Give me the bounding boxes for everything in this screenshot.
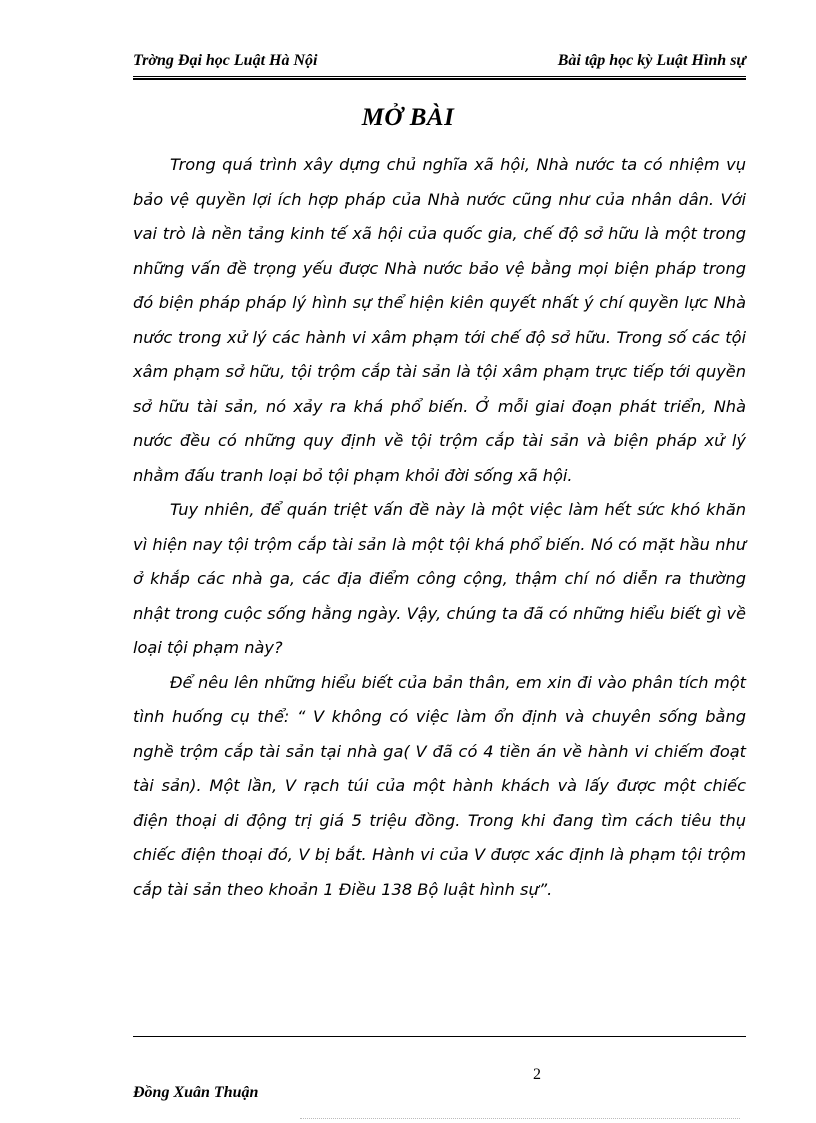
page-bottom-edge [300, 1118, 740, 1119]
header-document-title: Bài tập học kỳ Luật Hình sự [557, 52, 746, 69]
page-number: 2 [533, 1066, 541, 1083]
author-name: Đồng Xuân Thuận [133, 1084, 259, 1101]
body-text [133, 148, 746, 907]
section-title: MỞ BÀI [361, 104, 455, 131]
header-divider [133, 76, 746, 80]
page-header [133, 52, 746, 78]
paragraph: Tuy nhiên, để quán triệt vấn đề này là một việc làm hết sức khó khăn vì hiện nay tội trộm cắp tài sản là một tội khá phổ biến. Nó có mặt hầu như ở khắp các nhà ga, các địa điểm công cộng, thậm chí nó diễn ra thường nhật trong cuộc sống hằng ngày. Vậy, chúng ta đã có những hiểu biết gì về loại tội phạm này? [133, 500, 746, 657]
paragraph: Trong quá trình xây dựng chủ nghĩa xã hội, Nhà nước ta có nhiệm vụ bảo vệ quyền lợi ích hợp pháp của Nhà nước cũng như của nhân dân. Với vai trò là nền tảng kinh tế xã hội của quốc gia, chế độ sở hữu là một trong những vấn đề trọng yếu được Nhà nước bảo vệ bằng mọi biện pháp trong đó biện pháp pháp lý hình sự thể hiện kiên quyết nhất ý chí quyền lực Nhà nước trong xử lý các hành vi xâm phạm tới chế độ sở hữu. Trong số các tội xâm phạm sở hữu, tội trộm cắp tài sản là tội xâm phạm trực tiếp tới quyền sở hữu tài sản, nó xảy ra khá phổ biến. Ở mỗi giai đoạn phát triển, Nhà nước đều có những quy định về tội trộm cắp tài sản và biện pháp xử lý nhằm đấu tranh loại bỏ tội phạm khỏi đời sống xã hội. [133, 155, 746, 485]
paragraph: Để nêu lên những hiểu biết của bản thân, em xin đi vào phân tích một tình huống cụ thể: “ V không có việc làm ổn định và chuyên sống bằng nghề trộm cắp tài sản tại nhà ga( V đã có 4 tiền án về hành vi chiếm đoạt tài sản). Một lần, V rạch túi của một hành khách và lấy được một chiếc điện thoại di động trị giá 5 triệu đồng. Trong khi đang tìm cách tiêu thụ chiếc điện thoại đó, V bị bắt. Hành vi của V được xác định là phạm tội trộm cắp tài sản theo khoản 1 Điều 138 Bộ luật hình sự”. [133, 672, 746, 899]
footer-divider [133, 1036, 746, 1037]
header-school-name: Trờng Đại học Luật Hà Nội [133, 52, 318, 69]
